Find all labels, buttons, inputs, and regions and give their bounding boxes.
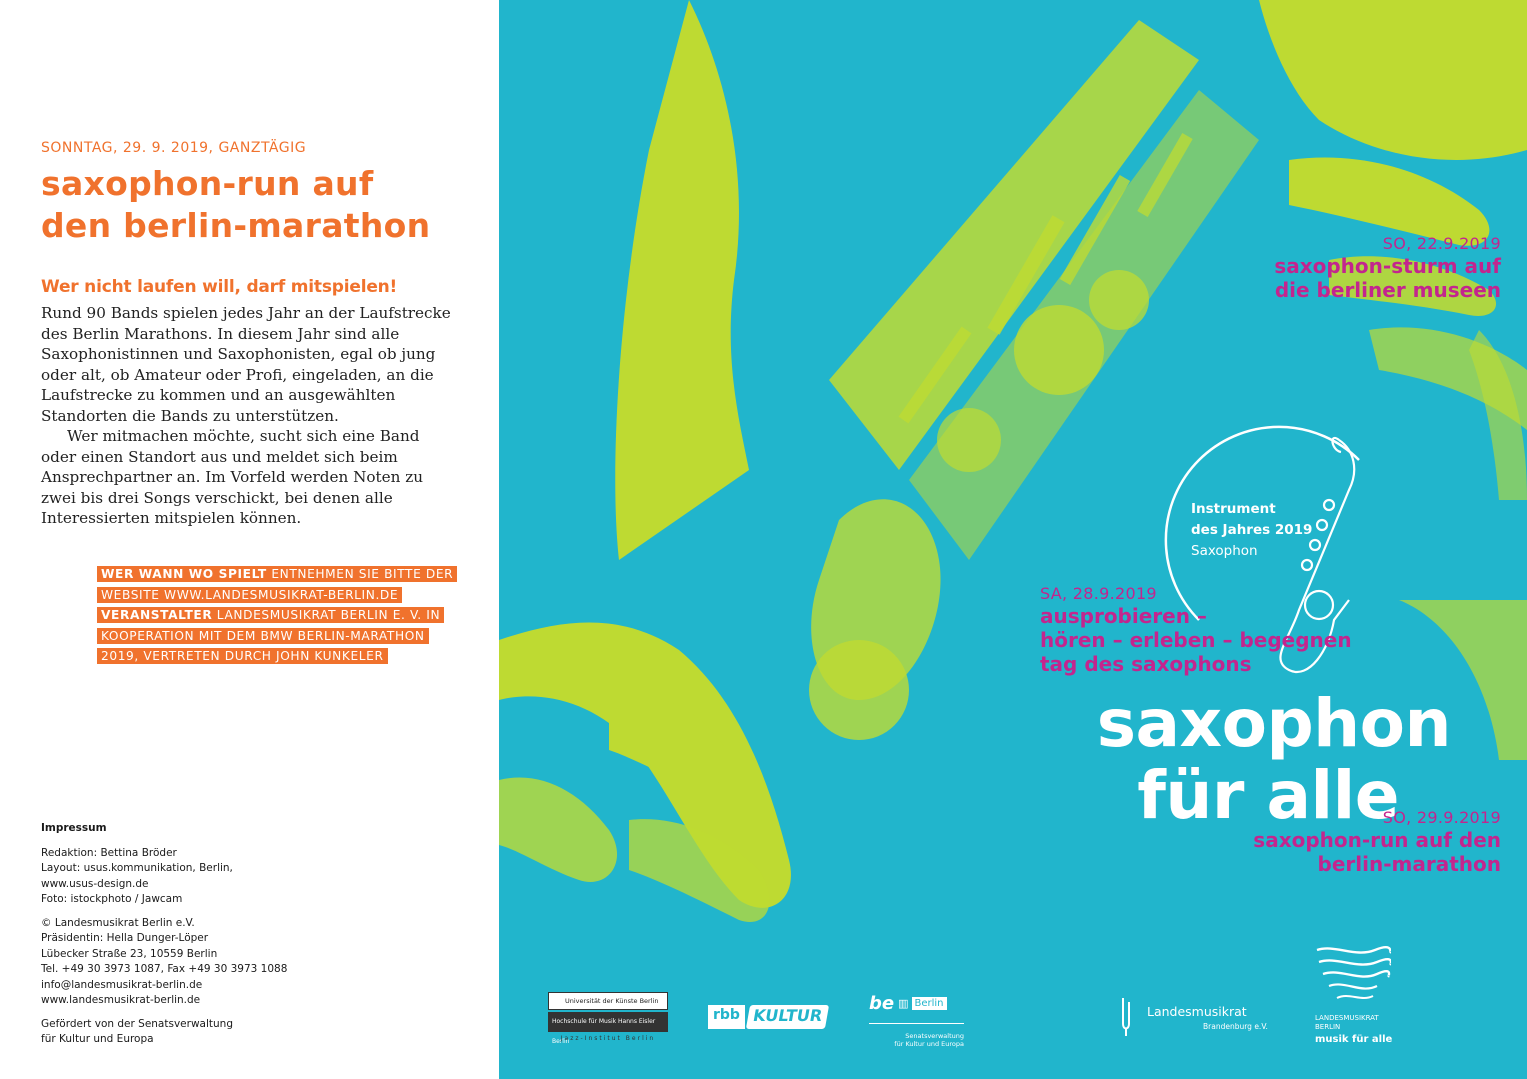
event-title bbox=[41, 163, 430, 247]
headline-line: für alle bbox=[1137, 757, 1399, 834]
udk-bottom-label: Jazz-Institut Berlin bbox=[560, 1035, 656, 1042]
senat-line: Senatsverwaltung bbox=[905, 1032, 964, 1040]
event-title-line: saxophon-sturm auf bbox=[1274, 254, 1501, 278]
event-tag-des-saxophons bbox=[1040, 584, 1352, 676]
impressum-line: Layout: usus.kommunikation, Berlin, bbox=[41, 862, 233, 874]
impressum-line: © Landesmusikrat Berlin e.V. bbox=[41, 916, 195, 929]
lmr-be-line: BERLIN bbox=[1315, 1023, 1341, 1031]
text-line: zwei bis drei Songs verschickt, bei denen alle bbox=[41, 488, 393, 507]
impressum-contact bbox=[41, 916, 341, 1009]
badge-line: des Jahres 2019 bbox=[1191, 522, 1313, 538]
rbb-label: rbb bbox=[708, 1005, 745, 1029]
event-sturm bbox=[1274, 234, 1501, 302]
event-title-line: tag des saxophons bbox=[1040, 652, 1252, 676]
lmr-bb-sub: Brandenburg e.V. bbox=[1203, 1022, 1268, 1031]
text-line: Saxophonistinnen und Saxophonisten, egal ob jung bbox=[41, 345, 436, 363]
impressum-link[interactable]: www.landesmusikrat-berlin.de bbox=[41, 994, 201, 1006]
impressum bbox=[41, 821, 341, 1056]
info-highlight bbox=[97, 607, 444, 623]
text-line: Ansprechpartner an. Im Vorfeld werden Noten zu bbox=[41, 468, 423, 486]
event-title-line: saxophon-run auf den bbox=[1253, 828, 1501, 852]
badge-line: Saxophon bbox=[1191, 543, 1258, 559]
senat-line: für Kultur und Europa bbox=[894, 1040, 964, 1048]
text-line: des Berlin Marathons. In diesem Jahr sind alle bbox=[41, 324, 400, 343]
event-run bbox=[1253, 808, 1501, 876]
impressum-line: Tel. +49 30 3973 1087, Fax +49 30 3973 1088 bbox=[41, 963, 288, 975]
info-box bbox=[97, 564, 457, 667]
text-line: oder einen Standort aus und meldet sich beim bbox=[41, 447, 398, 466]
senat-label bbox=[869, 1023, 964, 1048]
event-title-line: saxophon-run auf bbox=[41, 164, 374, 203]
saxophone-photo bbox=[499, 0, 1527, 1079]
info-text: 2019, VERTRETEN DURCH JOHN KUNKELER bbox=[97, 648, 388, 664]
event-title-line: den berlin-marathon bbox=[41, 206, 431, 245]
info-line bbox=[97, 605, 457, 623]
right-panel bbox=[499, 0, 1527, 1079]
tuning-fork-icon bbox=[1115, 996, 1143, 1036]
impressum-line: Gefördert von der Senatsverwaltung bbox=[41, 1017, 233, 1030]
udk-mid-label: Hochschule für Musik Hanns Eisler Berlin bbox=[548, 1012, 668, 1032]
text-line: Standorten die Bands zu unterstützen. bbox=[41, 406, 339, 425]
berlin-label: Berlin bbox=[912, 997, 947, 1010]
event-title-line: berlin-marathon bbox=[1317, 852, 1501, 876]
subheading: Wer nicht laufen will, darf mitspielen! bbox=[41, 277, 398, 297]
info-line bbox=[97, 585, 457, 603]
impressum-line: Foto: istockphoto / Jawcam bbox=[41, 893, 183, 905]
info-text: KOOPERATION MIT DEM BMW BERLIN-MARATHON bbox=[97, 628, 429, 644]
impressum-link[interactable]: www.usus-design.de bbox=[41, 877, 149, 890]
info-label: WER WANN WO SPIELT bbox=[101, 567, 267, 581]
event-title-line: ausprobieren – bbox=[1040, 604, 1207, 628]
text-line: Wer mitmachen möchte, sucht sich eine Band bbox=[67, 427, 420, 445]
info-line bbox=[97, 646, 457, 664]
text-line: Rund 90 Bands spielen jedes Jahr an der Laufstrecke bbox=[41, 304, 451, 322]
info-line bbox=[97, 626, 457, 644]
lmr-be-line: LANDESMUSIKRAT bbox=[1315, 1014, 1379, 1022]
lmr-be-tagline: musik für alle bbox=[1315, 1034, 1393, 1045]
be-berlin-logo bbox=[869, 993, 964, 1048]
info-label: VERANSTALTER bbox=[101, 608, 213, 622]
text-line: Laufstrecke zu kommen und an ausgewählten bbox=[41, 386, 396, 404]
be-label: be bbox=[869, 993, 895, 1014]
udk-top-label: Universität der Künste Berlin bbox=[548, 992, 668, 1010]
info-line bbox=[97, 564, 457, 582]
impressum-email[interactable]: info@landesmusikrat-berlin.de bbox=[41, 978, 203, 991]
lmr-be-text bbox=[1315, 1014, 1405, 1044]
paragraph bbox=[41, 303, 451, 426]
landesmusikrat-berlin-logo bbox=[1315, 944, 1405, 1044]
event-date: SA, 28.9.2019 bbox=[1040, 584, 1157, 603]
impressum-line: Präsidentin: Hella Dunger-Löper bbox=[41, 932, 209, 944]
impressum-line: Lübecker Straße 23, 10559 Berlin bbox=[41, 947, 218, 960]
text-line: oder alt, ob Amateur oder Profi, eingeladen, an die bbox=[41, 365, 434, 384]
impressum-line: Redaktion: Bettina Bröder bbox=[41, 846, 177, 859]
event-date: SO, 22.9.2019 bbox=[1382, 234, 1501, 253]
impressum-funding bbox=[41, 1017, 341, 1048]
website-link[interactable]: WEBSITE WWW.LANDESMUSIKRAT-BERLIN.DE bbox=[97, 587, 402, 603]
brandenburg-gate-icon: ▥ bbox=[898, 997, 909, 1010]
lmr-bb-name: Landesmusikrat bbox=[1147, 1004, 1247, 1019]
info-text: LANDESMUSIKRAT BERLIN E. V. IN bbox=[212, 608, 441, 622]
event-date: SONNTAG, 29. 9. 2019, GANZTÄGIG bbox=[41, 140, 307, 156]
kultur-label: KULTUR bbox=[746, 1005, 829, 1029]
event-date: SO, 29.9.2019 bbox=[1382, 808, 1501, 827]
paragraph bbox=[41, 426, 451, 529]
udk-logo bbox=[548, 992, 668, 1046]
left-panel bbox=[0, 0, 499, 1079]
text-line: Interessierten mitspielen können. bbox=[41, 509, 302, 527]
waves-icon bbox=[1315, 944, 1391, 1002]
event-title-line: hören – erleben – begegnen bbox=[1040, 628, 1352, 652]
info-text: ENTNEHMEN SIE BITTE DER bbox=[266, 567, 454, 581]
info-highlight bbox=[97, 566, 457, 582]
rbb-kultur-logo bbox=[708, 1005, 827, 1029]
instrument-badge bbox=[1191, 499, 1312, 562]
badge-line: Instrument bbox=[1191, 501, 1276, 517]
impressum-credits bbox=[41, 846, 341, 908]
event-title-line: die berliner museen bbox=[1274, 278, 1501, 302]
body-text bbox=[41, 303, 451, 529]
impressum-title: Impressum bbox=[41, 822, 107, 834]
impressum-line: für Kultur und Europa bbox=[41, 1033, 154, 1045]
headline-line: saxophon bbox=[1096, 685, 1451, 762]
